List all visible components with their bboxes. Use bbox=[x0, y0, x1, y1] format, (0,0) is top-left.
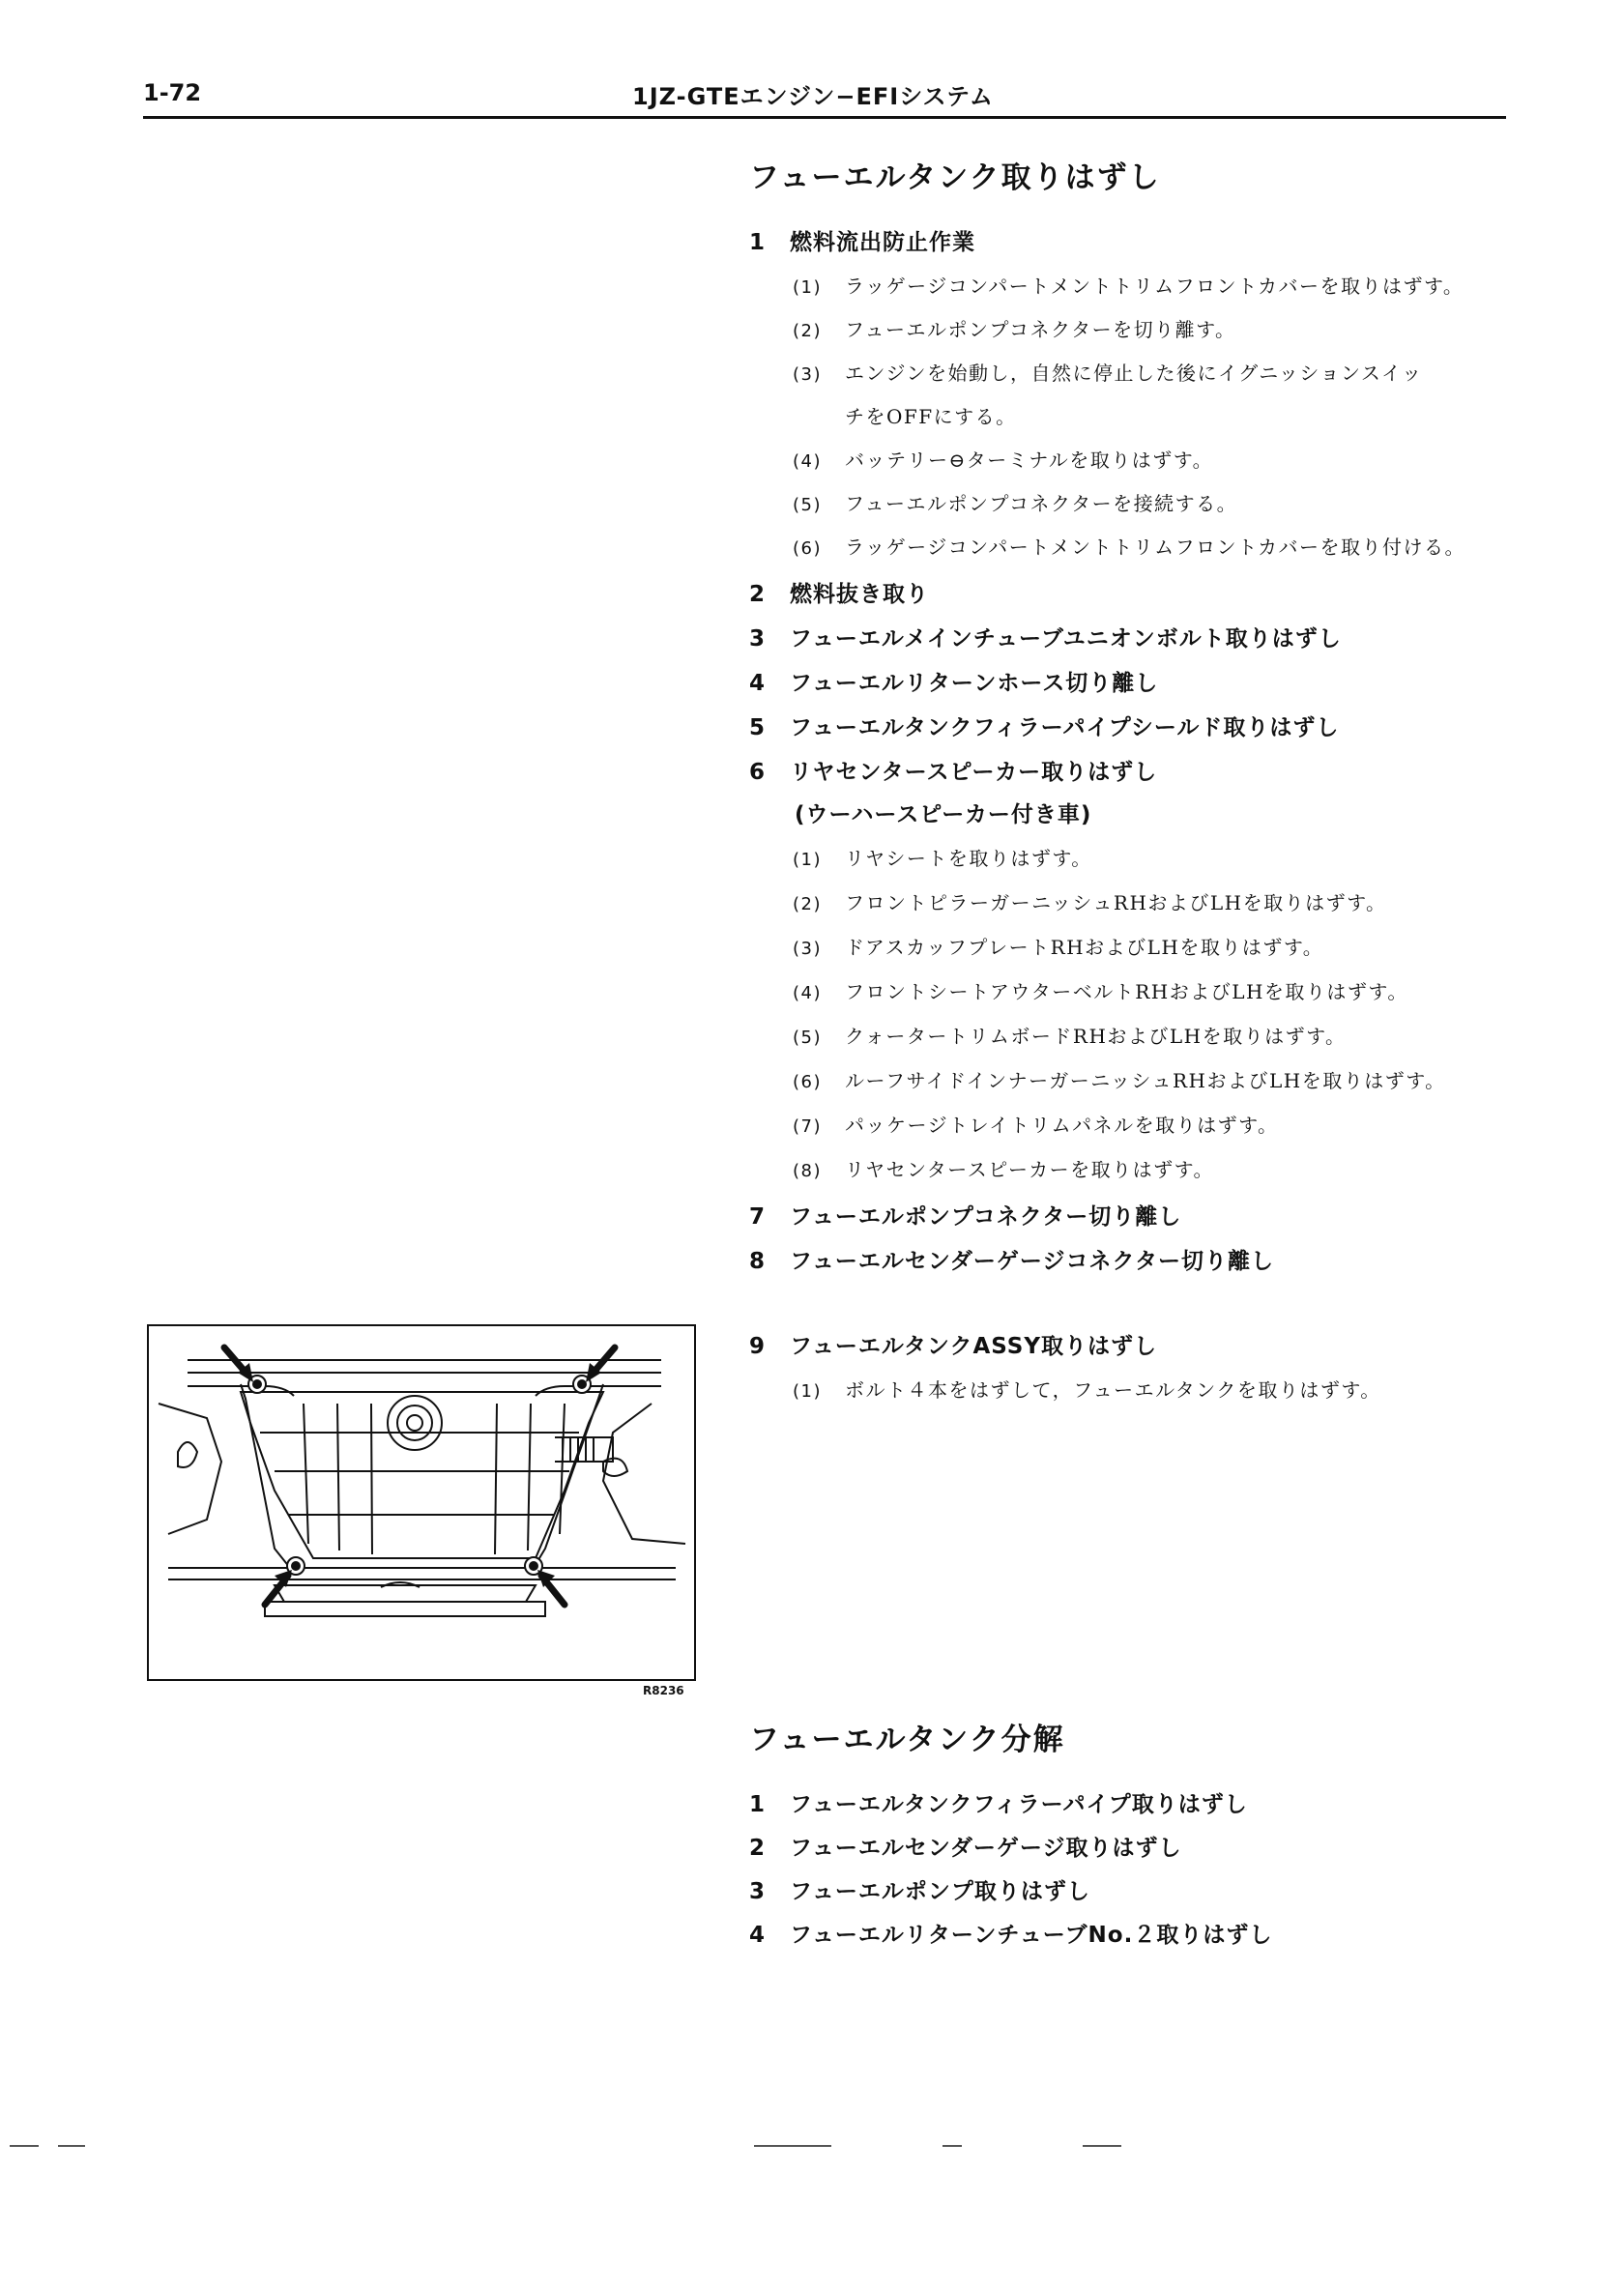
figure-code: R8236 bbox=[643, 1684, 684, 1697]
substep-number: (5) bbox=[793, 1028, 822, 1048]
substep-number: (7) bbox=[793, 1116, 822, 1137]
step-label: フューエルリターンホース切り離し bbox=[790, 671, 1159, 696]
substep-number: (3) bbox=[793, 364, 822, 385]
substep-number: (1) bbox=[793, 277, 822, 298]
fuel-tank-figure bbox=[147, 1324, 696, 1681]
step-number: 3 bbox=[749, 626, 767, 652]
step-number: 2 bbox=[749, 1836, 767, 1861]
substep-text: リヤセンタースピーカーを取りはずす。 bbox=[845, 1158, 1214, 1181]
step-7 bbox=[749, 1199, 1181, 1231]
chapter-title: 1JZ-GTEエンジン−EFIシステム bbox=[632, 83, 994, 110]
substep-text: フューエルポンプコネクターを切り離す。 bbox=[845, 318, 1236, 341]
substep-text: フロントシートアウターベルトRHおよびLHを取りはずす。 bbox=[845, 980, 1408, 1003]
step-8 bbox=[749, 1243, 1274, 1275]
substep-text: ラッゲージコンパートメントトリムフロントカバーを取りはずす。 bbox=[845, 275, 1464, 298]
step-number: 1 bbox=[749, 230, 767, 255]
step-label: フューエルポンプコネクター切り離し bbox=[790, 1204, 1182, 1230]
substep-text: フロントピラーガーニッシュRHおよびLHを取りはずす。 bbox=[845, 891, 1387, 914]
step-3 bbox=[749, 621, 1342, 652]
step-6-note: (ウーハースピーカー付き車) bbox=[795, 802, 1092, 827]
substep-text: クォータートリムボードRHおよびLHを取りはずす。 bbox=[845, 1025, 1347, 1048]
step-label: 燃料流出防止作業 bbox=[790, 230, 975, 255]
substep bbox=[793, 976, 1408, 1004]
substep bbox=[793, 843, 1092, 871]
substep-number: (4) bbox=[793, 451, 822, 472]
step-5 bbox=[749, 710, 1339, 741]
step-number: 5 bbox=[749, 715, 767, 740]
substep-number: (5) bbox=[793, 495, 822, 515]
substep-text: ラッゲージコンパートメントトリムフロントカバーを取り付ける。 bbox=[845, 536, 1465, 559]
disassembly-step-4 bbox=[749, 1917, 1272, 1949]
substep-number: (3) bbox=[793, 939, 822, 959]
disassembly-step-3 bbox=[749, 1873, 1090, 1905]
step-number: 1 bbox=[749, 1792, 767, 1817]
substep bbox=[793, 314, 1236, 342]
step-number: 3 bbox=[749, 1879, 767, 1904]
step-number: 8 bbox=[749, 1249, 767, 1274]
substep-text: エンジンを始動し，自然に停止した後にイグニッションスイッ bbox=[845, 362, 1423, 385]
substep-text: リヤシートを取りはずす。 bbox=[845, 847, 1092, 870]
step-label: フューエルタンクASSY取りはずし bbox=[790, 1334, 1158, 1359]
step-2 bbox=[749, 576, 929, 608]
substep bbox=[793, 358, 1423, 386]
header-rule bbox=[143, 116, 1506, 119]
substep-text: フューエルポンプコネクターを接続する。 bbox=[845, 492, 1238, 515]
substep-number: (2) bbox=[793, 894, 822, 914]
step-label: フューエルセンダーゲージコネクター切り離し bbox=[790, 1249, 1275, 1274]
substep bbox=[793, 1110, 1279, 1138]
substep-number: (4) bbox=[793, 983, 822, 1003]
substep bbox=[793, 887, 1387, 915]
substep bbox=[793, 1375, 1381, 1403]
substep-text: ドアスカッフプレートRHおよびLHを取りはずす。 bbox=[845, 936, 1324, 959]
step-label: リヤセンタースピーカー取りはずし bbox=[790, 760, 1158, 785]
substep-text: ボルト４本をはずして，フューエルタンクを取りはずす。 bbox=[845, 1378, 1381, 1402]
substep-number: (2) bbox=[793, 321, 822, 341]
substep bbox=[793, 1154, 1214, 1182]
step-label: フューエルポンプ取りはずし bbox=[790, 1879, 1090, 1904]
substep bbox=[793, 932, 1323, 960]
substep bbox=[793, 1021, 1347, 1049]
step-label: フューエルタンクフィラーパイプ取りはずし bbox=[790, 1792, 1248, 1817]
step-6 bbox=[749, 754, 1157, 786]
substep bbox=[793, 532, 1465, 560]
section-title-disassembly: フューエルタンク分解 bbox=[749, 1723, 1065, 1757]
page-header bbox=[143, 75, 1506, 118]
page-number: 1-72 bbox=[143, 79, 202, 106]
substep-number: (1) bbox=[793, 1381, 822, 1402]
step-number: 4 bbox=[749, 671, 767, 696]
step-number: 7 bbox=[749, 1204, 767, 1230]
step-number: 6 bbox=[749, 760, 767, 785]
step-label: 燃料抜き取り bbox=[790, 582, 929, 607]
step-number: 4 bbox=[749, 1923, 767, 1948]
substep-text: チをOFFにする。 bbox=[845, 405, 1017, 428]
step-label: フューエルタンクフィラーパイプシールド取りはずし bbox=[790, 715, 1340, 740]
step-label: フューエルメインチューブユニオンボルト取りはずし bbox=[790, 626, 1342, 652]
substep-number: (6) bbox=[793, 538, 822, 559]
substep-text: ルーフサイドインナーガーニッシュRHおよびLHを取りはずす。 bbox=[845, 1069, 1446, 1092]
substep-number: (6) bbox=[793, 1072, 822, 1092]
disassembly-step-2 bbox=[749, 1830, 1181, 1862]
step-number: 2 bbox=[749, 582, 767, 607]
substep bbox=[793, 1065, 1446, 1093]
step-number: 9 bbox=[749, 1334, 767, 1359]
substep-text: バッテリー⊖ターミナルを取りはずす。 bbox=[845, 449, 1214, 472]
step-4 bbox=[749, 665, 1158, 697]
step-label: フューエルセンダーゲージ取りはずし bbox=[790, 1836, 1182, 1861]
substep bbox=[793, 445, 1213, 473]
substep-text: パッケージトレイトリムパネルを取りはずす。 bbox=[845, 1114, 1279, 1137]
disassembly-step-1 bbox=[749, 1786, 1248, 1818]
substep-number: (1) bbox=[793, 850, 822, 870]
substep bbox=[793, 488, 1237, 516]
substep-continuation bbox=[793, 401, 1017, 429]
step-9 bbox=[749, 1328, 1157, 1360]
step-label: フューエルリターンチューブNo.２取りはずし bbox=[790, 1923, 1273, 1948]
substep-number: (8) bbox=[793, 1161, 822, 1181]
step-1 bbox=[749, 224, 975, 256]
section-title-removal: フューエルタンク取りはずし bbox=[749, 160, 1161, 195]
substep bbox=[793, 271, 1464, 299]
fuel-tank-illustration-icon bbox=[149, 1326, 694, 1679]
scan-artifacts bbox=[0, 2144, 1624, 2148]
